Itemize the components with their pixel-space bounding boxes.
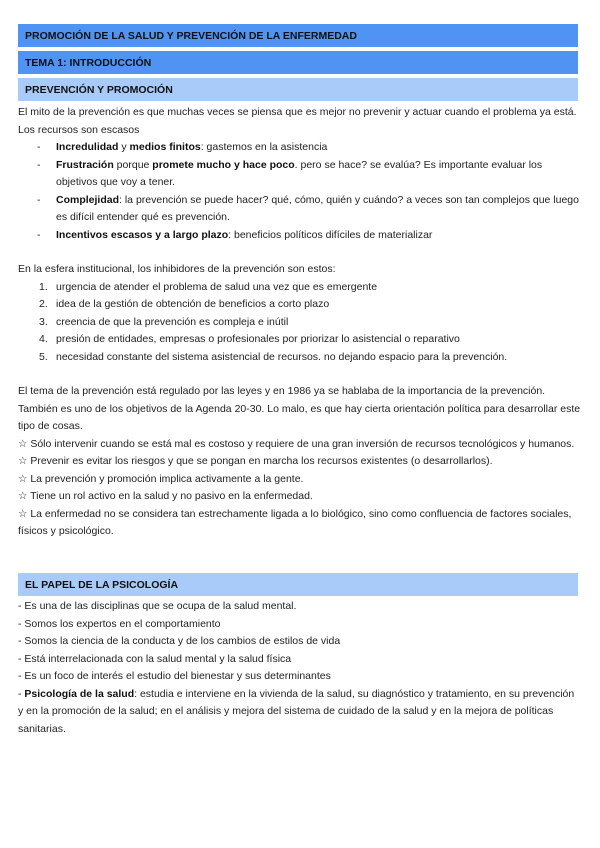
list-item: - Incentivos escasos y a largo plazo: beneficios políticos difíciles de materializar — [37, 228, 433, 241]
list-item: 3. creencia de que la prevención es compleja e inútil — [39, 315, 289, 328]
list-item: - Incredulidad y medios finitos: gastemos en la asistencia — [37, 141, 328, 153]
list-item: - Complejidad: la prevención se puede hacer? qué, cómo, quién y cuándo? a veces son tan complejos que luego es difícil entender qué es prevención. — [37, 193, 579, 223]
health-psychology-definition: - Psicología de la salud: estudia e interviene en la vivienda de la salud, su diagnóstico y tratamiento, en su prevención y en la promoción de la salud; en el análisis y mejora del sistema de cuidado de la salud y en la mejora de políticas sanitarias. — [18, 687, 575, 735]
psychology-line: - Es una de las disciplinas que se ocupa de la salud mental. — [18, 600, 297, 612]
psychology-line: - Somos los expertos en el comportamiento — [18, 617, 221, 630]
inhibitors-list — [18, 279, 582, 367]
intro-paragraph: El mito de la prevención es que muchas veces se piensa que es mejor no prevenir y actuar cuando el problema ya está. Los recursos son escasos — [18, 106, 577, 136]
topic-title: TEMA 1: INTRODUCCIÓN — [18, 51, 578, 75]
star-point: ☆ Tiene un rol activo en la salud y no pasivo en la enfermedad. — [18, 490, 313, 502]
section-title-psychology: EL PAPEL DE LA PSICOLOGÍA — [18, 573, 578, 597]
psychology-line: - Es un foco de interés el estudio del bienestar y sus determinantes — [18, 670, 331, 682]
list-item: 1. urgencia de atender el problema de salud una vez que es emergente — [39, 280, 378, 293]
star-point: ☆ La prevención y promoción implica activamente a la gente. — [18, 472, 304, 485]
list-item: 2. idea de la gestión de obtención de beneficios a corto plazo — [39, 298, 330, 310]
myth-list — [18, 139, 582, 244]
psychology-line: - Está interrelacionada con la salud mental y la salud física — [18, 652, 292, 665]
list-item: 5. necesidad constante del sistema asistencial de recursos. no dejando espacio para la prevención. — [39, 350, 508, 363]
document-title: PROMOCIÓN DE LA SALUD Y PREVENCIÓN DE LA ENFERMEDAD — [18, 24, 578, 48]
section-prevention-body — [18, 104, 582, 541]
section-psychology-body — [18, 598, 582, 738]
star-point: ☆ Prevenir es evitar los riesgos y que se pongan en marcha los recursos existentes (o desarrollarlos). — [18, 455, 493, 467]
star-point: ☆ Sólo intervenir cuando se está mal es costoso y requiere de una gran inversión de recursos tecnológicos y humanos. — [18, 437, 575, 450]
list-item: 4. presión de entidades, empresas o profesionales por priorizar lo asistencial o reparativo — [39, 333, 460, 345]
inhibitors-intro: En la esfera institucional, los inhibidores de la prevención son estos: — [18, 263, 336, 275]
list-item: - Frustración porque promete mucho y hace poco. pero se hace? se evalúa? Es importante evaluar los objetivos que voy a tener. — [37, 158, 543, 188]
psychology-line: - Somos la ciencia de la conducta y de los cambios de estilos de vida — [18, 635, 341, 647]
section-title-prevention: PREVENCIÓN Y PROMOCIÓN — [18, 78, 578, 102]
regulation-paragraph: El tema de la prevención está regulado por las leyes y en 1986 ya se hablaba de la importancia de la prevención. También es uno de los objetivos de la Agenda 20-30. Lo malo, es que hay cierta orientación política para desarrollar este tipo de cosas. — [18, 385, 581, 432]
star-point: ☆ La enfermedad no se considera tan estrechamente ligada a lo biológico, sino como confluencia de factores sociales, físicos y psicológico. — [18, 507, 572, 537]
